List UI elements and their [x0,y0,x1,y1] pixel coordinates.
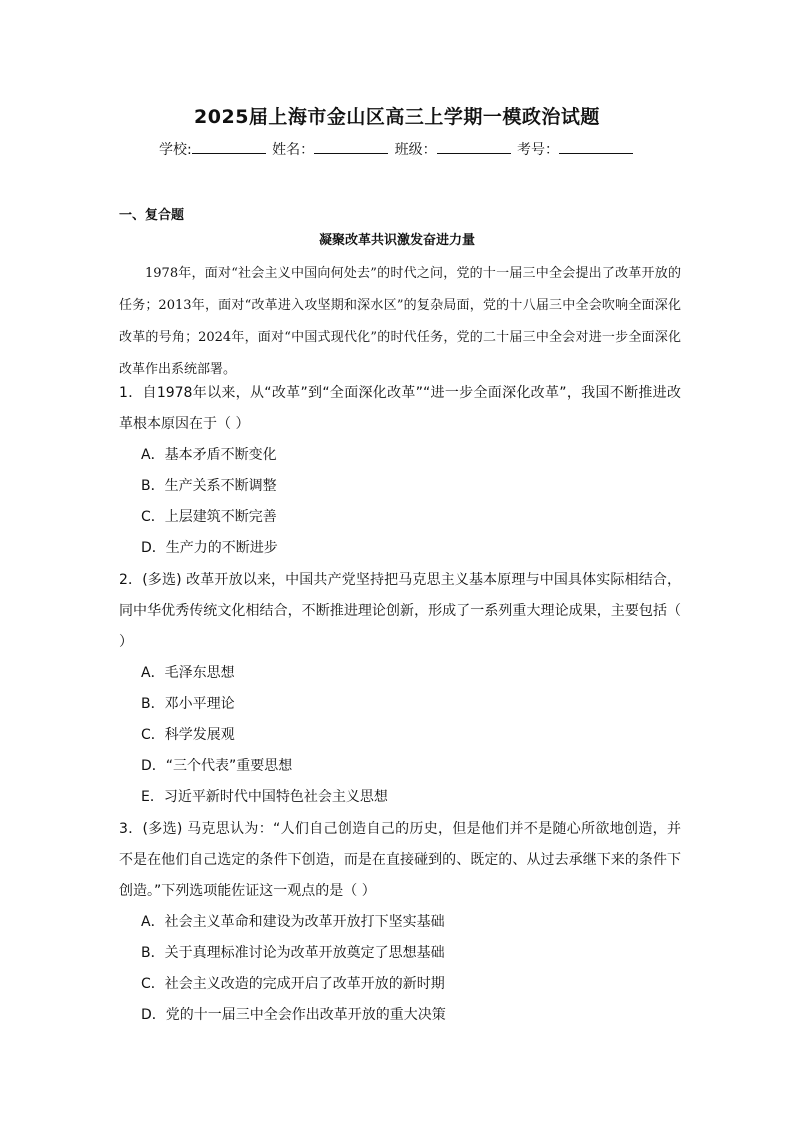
question-3-option-a: A．社会主义革命和建设为改革开放打下坚实基础 [141,914,445,930]
question-2-option-a: A．毛泽东思想 [141,665,235,681]
class-label: 班级： [394,142,437,158]
class-blank [437,140,511,154]
question-3-option-c: C．社会主义改造的完成开启了改革开放的新时期 [141,976,445,992]
material-title: 凝聚改革共识激发奋进力量 [318,233,475,248]
student-info-line [0,139,794,159]
question-1-option-b: B．生产关系不断调整 [141,478,277,494]
question-1-option-a: A．基本矛盾不断变化 [141,447,277,463]
question-1-option-d: D．生产力的不断进步 [141,540,278,556]
school-label: 学校: [158,142,192,158]
exam-number-label: 考号： [517,142,560,158]
name-blank [314,140,388,154]
question-1-stem: 1．自1978年以来，从“改革”到“全面深化改革”“进一步全面深化改革”，我国不断推进改革根本原因在于（ ） [119,385,681,432]
question-2-option-c: C．科学发展观 [141,727,235,743]
material-paragraph: 1978年，面对“社会主义中国向何处去”的时代之问，党的十一届三中全会提出了改革开放的任务；2013年，面对“改革进入攻坚期和深水区”的复杂局面，党的十八届三中全会吹响全面深化改革的号角；2024年，面对“中国式现代化”的时代任务，党的二十届三中全会对进一步全面深化改革作出系统部署。 [119,266,681,377]
question-2-option-e: E．习近平新时代中国特色社会主义思想 [141,789,388,805]
question-2-option-b: B．邓小平理论 [141,696,235,712]
question-3-stem: 3．(多选) 马克思认为：“人们自己创造自己的历史，但是他们并不是随心所欲地创造，并不是在他们自己选定的条件下创造，而是在直接碰到的、既定的、从过去承继下来的条件下创造。”下列选项能佐证这一观点的是（ ） [119,821,681,899]
name-label: 姓名： [272,142,315,158]
question-1-option-c: C．上层建筑不断完善 [141,509,277,525]
school-blank [192,140,266,154]
exam-number-blank [559,140,633,154]
question-2-stem: 2．(多选) 改革开放以来，中国共产党坚持把马克思主义基本原理与中国具体实际相结合，同中华优秀传统文化相结合，不断推进理论创新，形成了一系列重大理论成果，主要包括（ ） [119,572,681,650]
section-heading: 一、复合题 [119,208,185,223]
question-3-option-b: B．关于真理标准讨论为改革开放奠定了思想基础 [141,945,445,961]
document-title: 2025届上海市金山区高三上学期一模政治试题 [194,106,600,128]
question-3-option-d: D．党的十一届三中全会作出改革开放的重大决策 [141,1007,446,1023]
question-2-option-d: D．“三个代表”重要思想 [141,758,293,774]
